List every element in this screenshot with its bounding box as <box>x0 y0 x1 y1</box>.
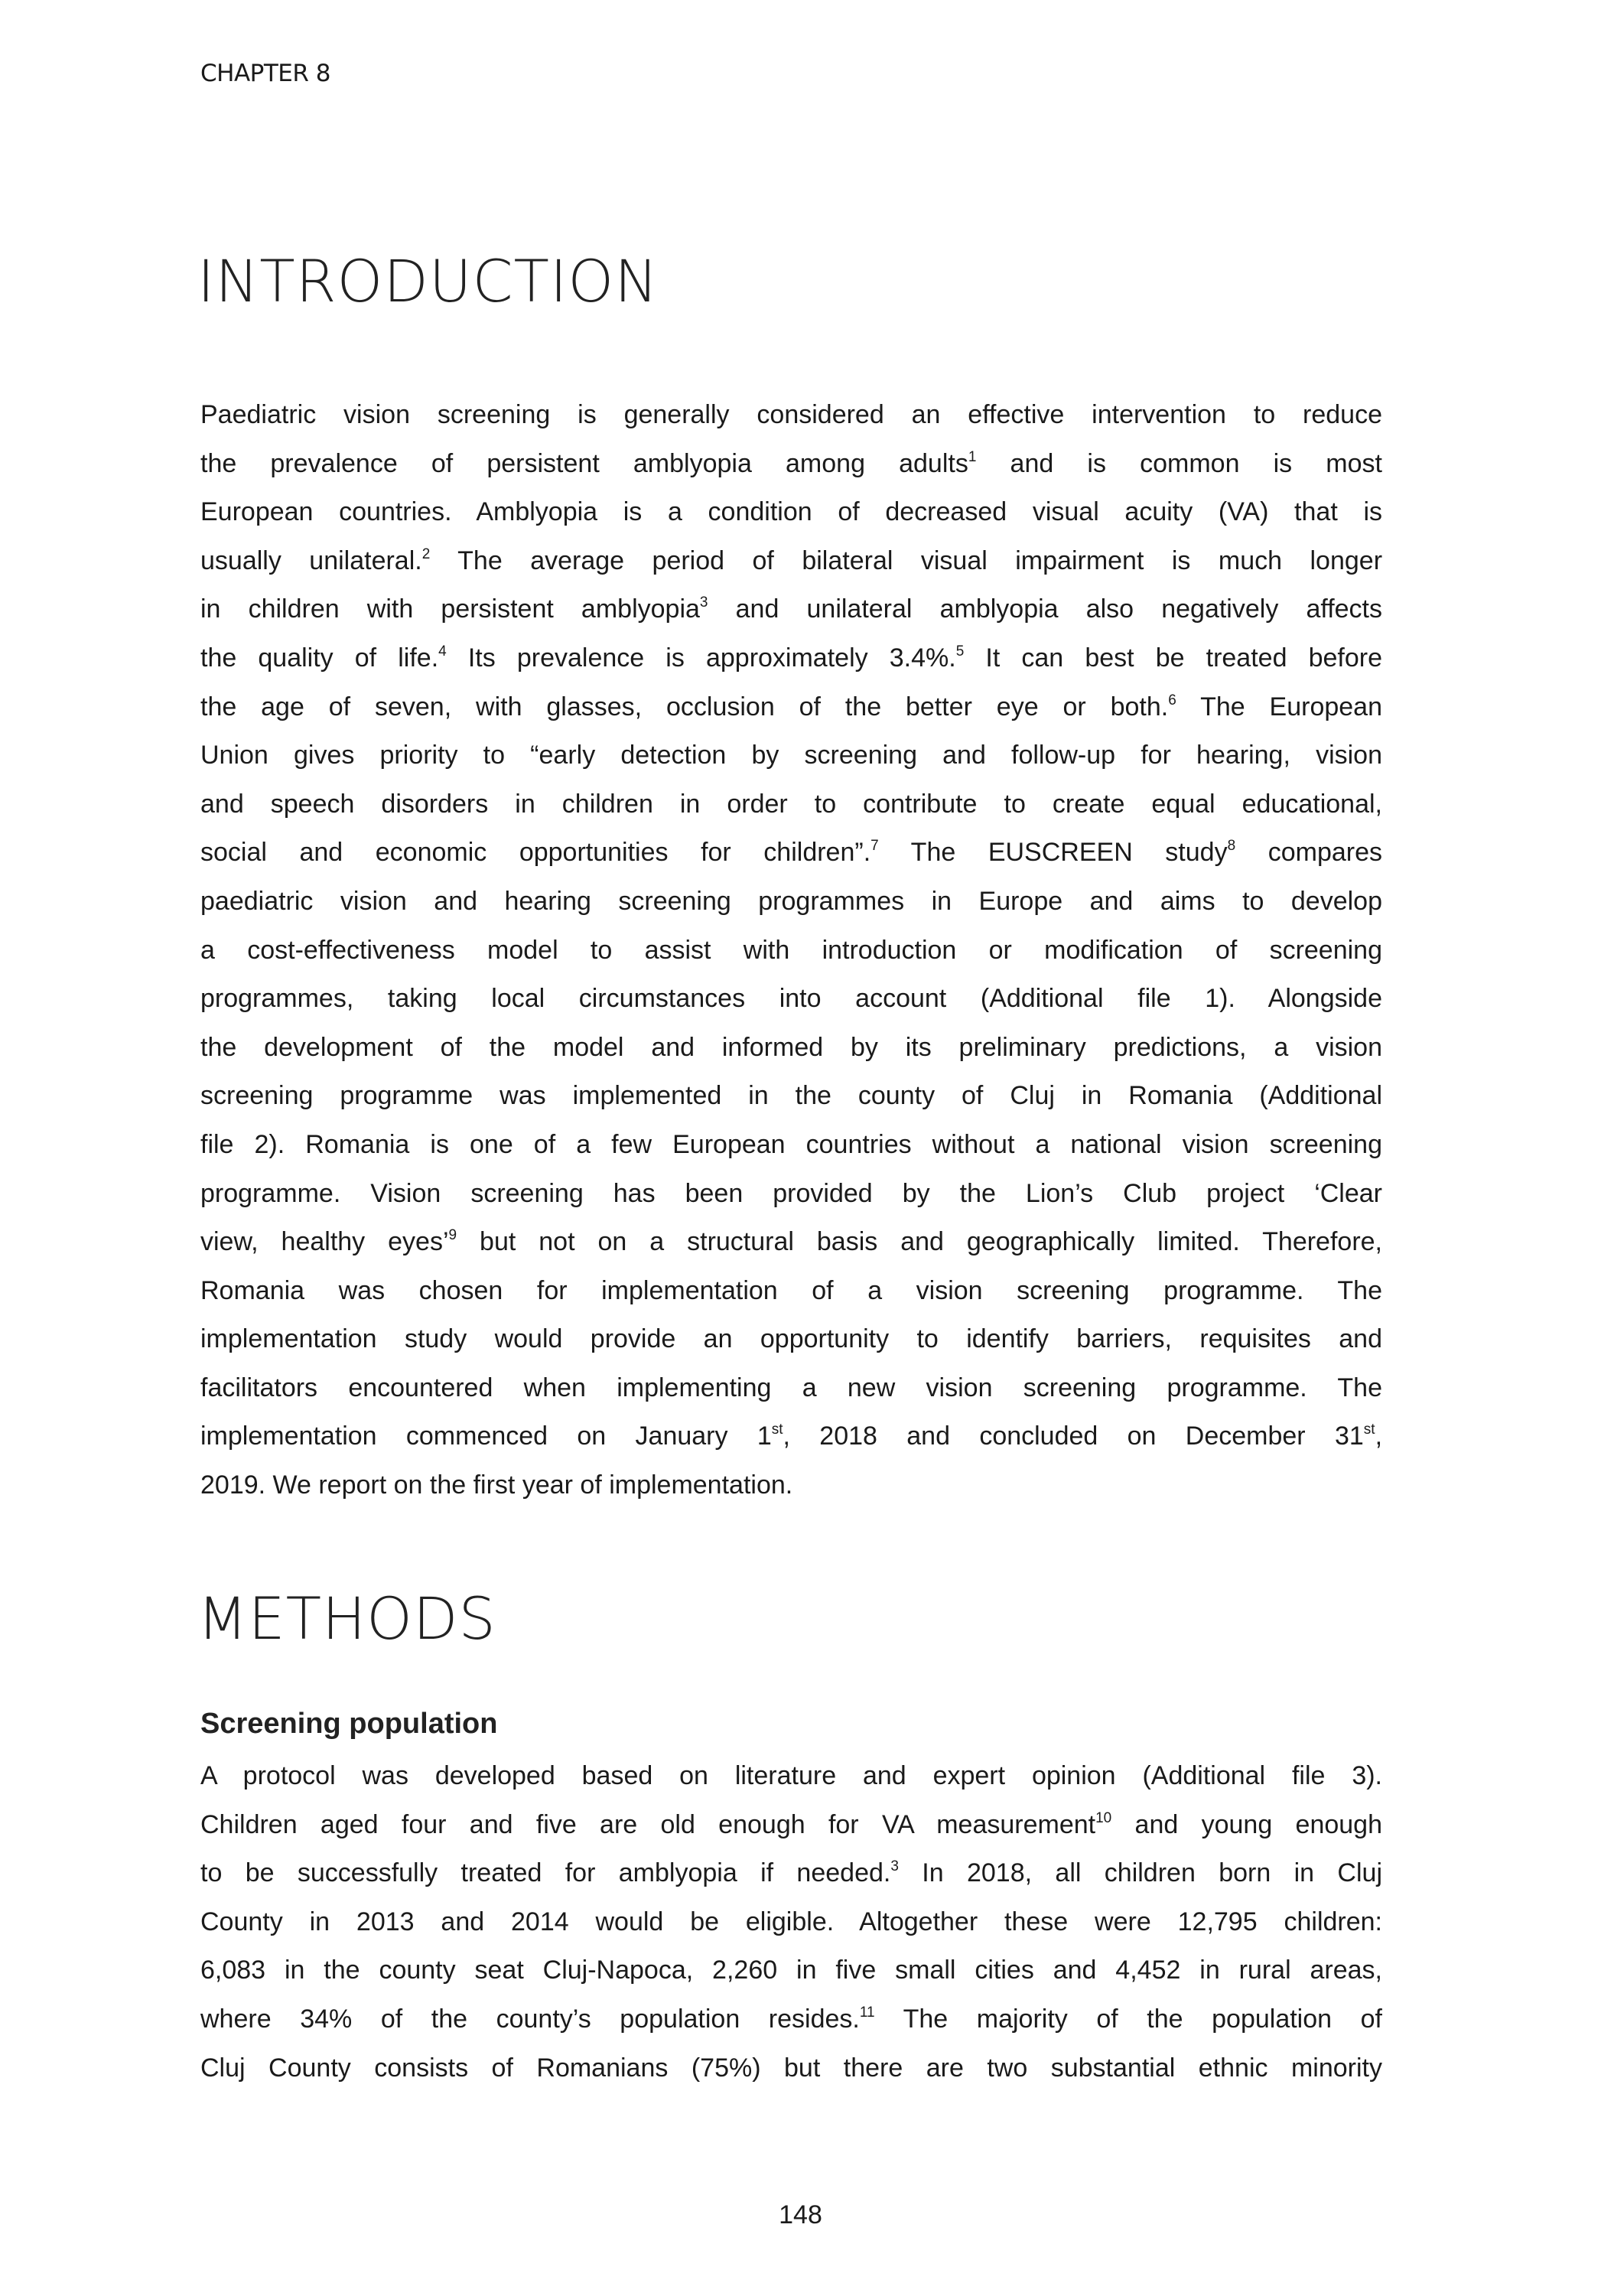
text-run: the development of the model and informed by its preliminary predictions, a vision <box>200 1032 1382 1062</box>
text-run: The European <box>1176 692 1382 721</box>
text-line <box>200 585 1382 634</box>
section-heading-methods: METHODS <box>197 1584 496 1653</box>
text-run: programmes, taking local circumstances into account (Additional file 1). Alongside <box>200 984 1382 1014</box>
text-run: In 2018, all children born in Cluj <box>898 1858 1382 1888</box>
section-heading-introduction: INTRODUCTION <box>197 247 659 315</box>
text-run: A protocol was developed based on literature and expert opinion (Additional file 3). <box>200 1761 1382 1790</box>
citation-superscript: 3 <box>699 594 708 611</box>
text-run: to be successfully treated for amblyopia if needed. <box>200 1858 891 1888</box>
text-run: screening programme was implemented in the county of Cluj in Romania (Additional <box>200 1081 1382 1111</box>
citation-superscript: 6 <box>1168 692 1176 708</box>
text-run: Children aged four and five are old enough for VA measurement <box>200 1809 1096 1839</box>
text-line <box>200 829 1382 878</box>
text-run: a cost-effectiveness model to assist with introduction or modification of screening <box>200 935 1382 965</box>
text-run: usually unilateral. <box>200 546 422 575</box>
text-run: County in 2013 and 2014 would be eligible. Altogether these were 12,795 children: <box>200 1907 1382 1936</box>
text-run: but not on a structural basis and geographically limited. Therefore, <box>457 1227 1382 1257</box>
text-line <box>200 731 1382 780</box>
text-run: the prevalence of persistent amblyopia among adults <box>200 448 968 478</box>
citation-superscript: st <box>1363 1422 1375 1438</box>
citation-superscript: 3 <box>890 1858 899 1875</box>
text-line <box>200 2044 1382 2093</box>
text-run: the quality of life. <box>200 643 439 673</box>
text-run: programme. Vision screening has been provided by the Lion’s Club project ‘Clear <box>200 1178 1382 1208</box>
text-run: The EUSCREEN study <box>878 838 1228 868</box>
citation-superscript: st <box>771 1422 783 1438</box>
text-line <box>200 1121 1382 1170</box>
citation-superscript: 2 <box>421 546 431 562</box>
text-line <box>200 1364 1382 1413</box>
citation-superscript: 9 <box>448 1227 457 1244</box>
text-run: and unilateral amblyopia also negatively affects <box>708 594 1382 624</box>
text-line <box>200 488 1382 537</box>
text-line <box>200 1170 1382 1219</box>
text-line <box>200 927 1382 975</box>
text-line <box>200 780 1382 829</box>
subheading-screening-population: Screening population <box>200 1708 498 1740</box>
text-run: European countries. Amblyopia is a condition of decreased visual acuity (VA) that is <box>200 497 1382 527</box>
text-run: and speech disorders in children in order to contribute to create equal educational, <box>200 789 1382 819</box>
text-run: Union gives priority to “early detection by screening and follow-up for hearing, vision <box>200 741 1382 770</box>
text-line <box>200 1461 1382 1510</box>
text-run: implementation commenced on January 1 <box>200 1422 772 1451</box>
citation-superscript: 7 <box>870 838 879 855</box>
text-line <box>200 1218 1382 1267</box>
text-run: file 2). Romania is one of a few European countries without a national vision screening <box>200 1129 1382 1159</box>
text-run: , 2018 and concluded on December 31 <box>783 1422 1364 1451</box>
text-run: the age of seven, with glasses, occlusion of the better eye or both. <box>200 692 1169 721</box>
citation-superscript: 5 <box>955 643 965 659</box>
citation-superscript: 4 <box>438 643 447 659</box>
text-line <box>200 634 1382 683</box>
text-line <box>200 1995 1382 2044</box>
text-run: paediatric vision and hearing screening programmes in Europe and aims to develop <box>200 886 1382 916</box>
text-line <box>200 1072 1382 1121</box>
text-run: compares <box>1235 838 1382 868</box>
text-line <box>200 683 1382 732</box>
text-run: The average period of bilateral visual impairment is much longer <box>430 546 1383 575</box>
text-run: The majority of the population of <box>874 2004 1382 2034</box>
citation-superscript: 8 <box>1227 838 1236 855</box>
text-run: social and economic opportunities for children”. <box>200 838 871 868</box>
page-number: 148 <box>779 2200 822 2229</box>
text-line <box>200 440 1382 489</box>
text-run: and young enough <box>1111 1809 1382 1839</box>
citation-superscript: 1 <box>968 448 977 465</box>
text-run: in children with persistent amblyopia <box>200 594 700 624</box>
text-run: , <box>1375 1422 1383 1451</box>
text-line <box>200 1801 1382 1850</box>
text-line <box>200 975 1382 1024</box>
running-head: CHAPTER 8 <box>200 60 330 87</box>
text-line <box>200 1267 1382 1316</box>
introduction-paragraph <box>200 391 1382 1510</box>
methods-paragraph <box>200 1752 1382 2092</box>
text-line <box>200 391 1382 440</box>
text-line <box>200 1898 1382 1947</box>
text-run: Paediatric vision screening is generally considered an effective intervention to reduce <box>200 400 1382 429</box>
text-line <box>200 1315 1382 1364</box>
text-run: 2019. We report on the first year of implementation. <box>200 1470 793 1500</box>
citation-superscript: 10 <box>1095 1809 1112 1826</box>
text-run: and is common is most <box>976 448 1382 478</box>
text-line <box>200 1752 1382 1801</box>
text-run: where 34% of the county’s population resides. <box>200 2004 860 2034</box>
text-run: Cluj County consists of Romanians (75%) but there are two substantial ethnic minority <box>200 2053 1382 2083</box>
text-run: 6,083 in the county seat Cluj-Napoca, 2,260 in five small cities and 4,452 in rural areas, <box>200 1956 1382 1985</box>
text-line <box>200 878 1382 927</box>
text-run: view, healthy eyes’ <box>200 1227 449 1257</box>
text-line <box>200 1946 1382 1995</box>
text-run: Its prevalence is approximately 3.4%. <box>446 643 956 673</box>
text-run: facilitators encountered when implementing a new vision screening programme. The <box>200 1373 1382 1402</box>
text-line <box>200 1412 1382 1461</box>
text-line <box>200 537 1382 586</box>
text-run: implementation study would provide an opportunity to identify barriers, requisites and <box>200 1324 1382 1354</box>
citation-superscript: 11 <box>859 2004 875 2021</box>
text-run: Romania was chosen for implementation of a vision screening programme. The <box>200 1275 1382 1305</box>
text-line <box>200 1024 1382 1073</box>
text-line <box>200 1849 1382 1898</box>
text-run: It can best be treated before <box>964 643 1382 673</box>
